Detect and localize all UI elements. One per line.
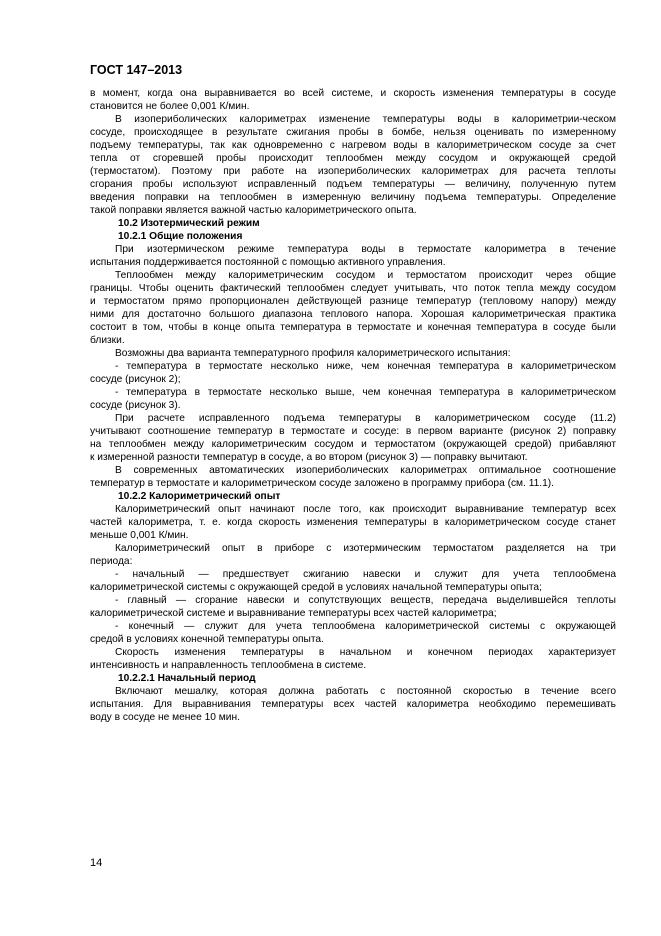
text-line: учитывают соотношение температур в термостате и сосуде: в первом варианте (рисунок 2) поправку [90,426,616,437]
list-item: - начальный — предшествует сжиганию навески и служит для учета теплообмена [115,569,616,580]
text-line: сосуде (рисунок 3). [90,400,181,411]
list-item: - температура в термостате несколько ниже, чем конечная температура в калориметрическом [115,361,616,372]
text-line: Возможны два варианта температурного профиля калориметрического испытания: [115,348,511,359]
text-line: сосуде, происходящее в результате сжигания пробы в бомбе, нельзя оценивать по измеренному [90,127,616,138]
text-line: такой поправки является важной частью калориметрического опыта. [90,205,417,216]
text-line: и термостатом прямо пропорционален действующей разнице температур (тепловому напору) между [90,296,616,307]
text-line: калориметрической системы с окружающей средой в условиях начальной температуры опыта; [90,582,542,593]
list-item: - главный — сгорание навески и сопутствующих веществ, передача выделившейся теплоты [115,595,616,606]
text-line: калориметрической системе и выравнивание температуры всех частей калориметра; [90,608,497,619]
text-line: При расчете исправленного подъема температуры в калориметрическом сосуде (11.2) [115,413,616,424]
subsection-heading: 10.2.1 Общие положения [118,231,243,242]
text-line: (термостатом). Поэтому при работе на изопериболических калориметрах для расчета теплоты [90,166,616,177]
text-line: в момент, когда она выравнивается во всей системе, и скорость изменения температуры в сосуде [90,88,616,99]
text-line: При изотермическом режиме температура воды в термостате калориметра в течение [115,244,616,255]
text-line: сгорания пробы используют исправленный подъем температуры — величину, полученную путем [90,179,616,190]
text-line: Скорость изменения температуры в начальном и конечном периодах характеризует [115,647,616,658]
text-line: подъему температуры, так как одновременно с нагревом воды в калориметрическом сосуде за счет [90,140,616,151]
text-line: тепла от сгоревшей пробы происходит теплообмен между сосудом и окружающей средой [90,153,616,164]
text-line: периода: [90,556,133,567]
text-line: становится не более 0,001 К/мин. [90,101,250,112]
text-line: на теплообмен между калориметрическим сосудом и термостатом (окружающей средой) прибавляют [90,439,616,450]
text-line: границы. Чтобы оценить фактический теплообмен следует учитывать, что поток тепла между сосудом [90,283,616,294]
text-line: воду в сосуде не менее 10 мин. [90,712,240,723]
text-line: ними для достаточно большого диапазона теплового напора. Хорошая калориметрическая практика [90,309,616,320]
text-line: близки. [90,335,125,346]
subsection-heading: 10.2.2.1 Начальный период [118,673,256,684]
text-line: меньше 0,001 К/мин. [90,530,189,541]
list-item: - температура в термостате несколько выше, чем конечная температура в калориметрическом [115,387,616,398]
text-line: сосуде (рисунок 2); [90,374,181,385]
text-line: введения поправки на теплообмен в измеренную величину подъема температуры. Определение [90,192,616,203]
text-line: Калориметрический опыт в приборе с изотермическим термостатом разделяется на три [115,543,616,554]
section-heading: 10.2 Изотермический режим [118,218,260,229]
subsection-heading: 10.2.2 Калориметрический опыт [118,491,281,502]
text-line: испытания. Для выравнивания температуры всех частей калориметра необходимо перемешивать [90,699,616,710]
list-item: - конечный — служит для учета теплообмена калориметрической системы с окружающей [115,621,616,632]
text-line: В современных автоматических изопериболических калориметрах оптимальное соотношение [115,465,616,476]
text-line: средой в условиях конечной температуры опыта. [90,634,324,645]
text-line: Калориметрический опыт начинают после того, как происходит выравнивание температур всех [115,504,616,515]
text-line: Включают мешалку, которая должна работать с постоянной скоростью в течение всего [115,686,616,697]
text-line: Теплообмен между калориметрическим сосудом и термостатом происходит через общие [115,270,616,281]
page-number: 14 [90,857,103,869]
text-line: состоит в том, чтобы в конце опыта температура в термостате и конечная температура в сосуде были [90,322,616,333]
standard-header: ГОСТ 147–2013 [90,63,183,77]
text-line: к измеренной разности температур в сосуде, а во втором (рисунок 3) — поправку вычитают. [90,452,528,463]
text-line: частей калориметра, т. е. когда скорость изменения температуры в калориметрическом сосуде станет [90,517,616,528]
text-line: интенсивность и направленность теплообмена в системе. [90,660,367,671]
text-line: испытания поддерживается постоянной с помощью активного управления. [90,257,446,268]
text-line: температур в термостате и калориметрическом сосуде заложено в программу прибора (см. 11.1). [90,478,555,489]
text-line: В изопериболических калориметрах изменение температуры воды в калориметрии-ческом [115,114,616,125]
